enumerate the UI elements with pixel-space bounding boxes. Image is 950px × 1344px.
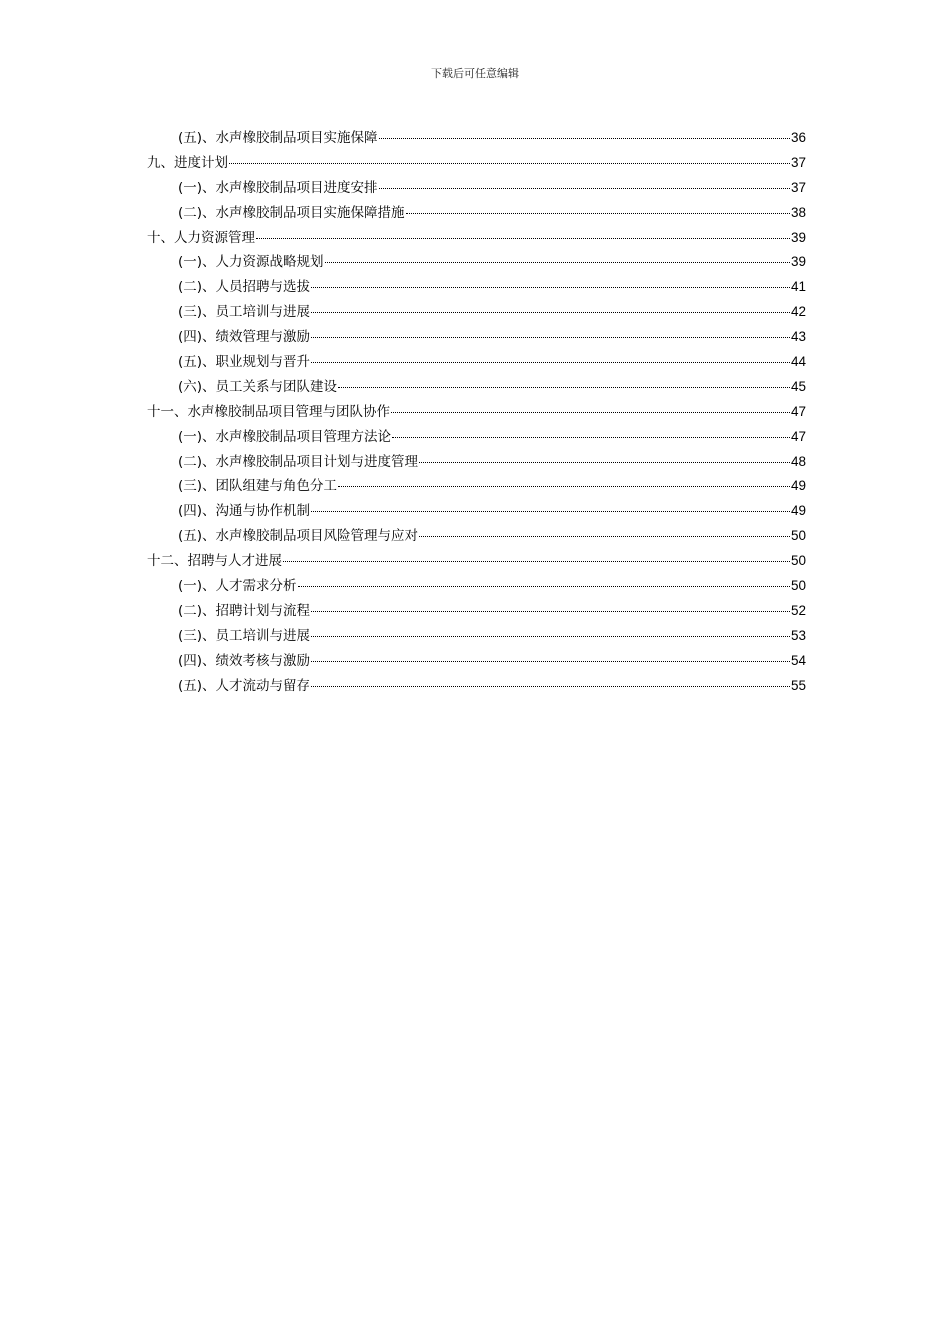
toc-entry-title: (五)、水声橡胶制品项目风险管理与应对: [178, 528, 419, 545]
toc-entry-page-number: 41: [790, 279, 806, 295]
toc-entry-title: (五)、人才流动与留存: [178, 677, 311, 694]
toc-dot-leader: [311, 337, 790, 338]
toc-entry-title: (二)、招聘计划与流程: [178, 602, 311, 619]
toc-dot-leader: [311, 312, 790, 313]
toc-dot-leader: [311, 362, 790, 363]
toc-entry[interactable]: [147, 524, 806, 549]
toc-entry-page-number: 52: [790, 602, 806, 618]
toc-entry-page-number: 45: [790, 378, 806, 394]
toc-entry[interactable]: [147, 226, 806, 251]
toc-entry[interactable]: [147, 176, 806, 201]
toc-entry-title: (三)、员工培训与进展: [178, 304, 311, 321]
toc-entry-page-number: 49: [790, 478, 806, 494]
toc-entry[interactable]: [147, 350, 806, 375]
toc-dot-leader: [338, 486, 790, 487]
toc-entry-title: 十、人力资源管理: [147, 229, 255, 246]
toc-entry-title: (五)、水声橡胶制品项目实施保障: [178, 130, 378, 146]
toc-entry-page-number: 50: [790, 553, 806, 569]
toc-entry-page-number: 47: [790, 428, 806, 444]
toc-entry[interactable]: [147, 126, 806, 151]
toc-dot-leader: [283, 561, 790, 562]
toc-dot-leader: [229, 163, 790, 164]
toc-entry-page-number: 48: [790, 453, 806, 469]
toc-dot-leader: [311, 661, 790, 662]
toc-entry-title: (二)、人员招聘与选拔: [178, 279, 311, 296]
toc-entry[interactable]: [147, 474, 806, 499]
toc-entry-page-number: 37: [790, 154, 806, 170]
toc-entry-title: 十一、水声橡胶制品项目管理与团队协作: [147, 403, 390, 420]
toc-entry-title: (三)、员工培训与进展: [178, 627, 311, 644]
toc-entry-page-number: 50: [790, 528, 806, 544]
toc-entry-page-number: 49: [790, 503, 806, 519]
toc-entry-title: (四)、绩效考核与激励: [178, 652, 311, 669]
toc-entry-title: (二)、水声橡胶制品项目计划与进度管理: [178, 453, 419, 470]
toc-dot-leader: [419, 462, 790, 463]
toc-entry[interactable]: [147, 300, 806, 325]
toc-dot-leader: [256, 238, 790, 239]
toc-dot-leader: [419, 536, 790, 537]
toc-entry[interactable]: [147, 201, 806, 226]
toc-entry-title: (一)、水声橡胶制品项目进度安排: [178, 179, 378, 196]
toc-entry-title: (五)、职业规划与晋升: [178, 354, 311, 371]
toc-dot-leader: [311, 511, 790, 512]
toc-entry[interactable]: [147, 499, 806, 524]
toc-dot-leader: [379, 188, 790, 189]
toc-entry-page-number: 36: [790, 130, 806, 145]
toc-entry[interactable]: [147, 325, 806, 350]
toc-entry-title: (六)、员工关系与团队建设: [178, 378, 338, 395]
toc-entry[interactable]: [147, 624, 806, 649]
toc-entry[interactable]: [147, 400, 806, 425]
toc-entry[interactable]: [147, 674, 806, 699]
page-header: 下载后可任意编辑: [431, 67, 519, 80]
toc-entry-title: (三)、团队组建与角色分工: [178, 478, 338, 495]
toc-entry[interactable]: [147, 375, 806, 400]
toc-entry-title: 十二、招聘与人才进展: [147, 553, 282, 570]
toc-entry-page-number: 50: [790, 578, 806, 594]
toc-dot-leader: [311, 287, 790, 288]
toc-dot-leader: [338, 387, 790, 388]
toc-entry-page-number: 39: [790, 254, 806, 270]
toc-entry-page-number: 55: [790, 677, 806, 693]
toc-entry[interactable]: [147, 275, 806, 300]
toc-dot-leader: [311, 686, 790, 687]
toc-entry-page-number: 39: [790, 229, 806, 245]
toc-entry[interactable]: [147, 599, 806, 624]
toc-entry-title: (一)、人力资源战略规划: [178, 254, 324, 271]
table-of-contents: [147, 126, 806, 698]
toc-entry[interactable]: [147, 549, 806, 574]
toc-entry-page-number: 37: [790, 179, 806, 195]
toc-entry-page-number: 43: [790, 329, 806, 345]
toc-entry-page-number: 42: [790, 304, 806, 320]
toc-entry-title: (二)、水声橡胶制品项目实施保障措施: [178, 204, 405, 221]
toc-entry-title: (四)、绩效管理与激励: [178, 329, 311, 346]
toc-entry[interactable]: [147, 574, 806, 599]
toc-entry-page-number: 44: [790, 354, 806, 370]
toc-dot-leader: [298, 586, 790, 587]
toc-dot-leader: [311, 611, 790, 612]
toc-entry-page-number: 54: [790, 652, 806, 668]
toc-entry-title: (一)、人才需求分析: [178, 578, 297, 595]
toc-entry-page-number: 38: [790, 204, 806, 220]
toc-entry[interactable]: [147, 151, 806, 176]
toc-entry-title: 九、进度计划: [147, 154, 228, 171]
toc-entry-title: (一)、水声橡胶制品项目管理方法论: [178, 428, 392, 445]
toc-entry[interactable]: [147, 425, 806, 450]
toc-entry[interactable]: [147, 450, 806, 475]
toc-entry-title: (四)、沟通与协作机制: [178, 503, 311, 520]
toc-entry[interactable]: [147, 250, 806, 275]
toc-dot-leader: [379, 138, 790, 139]
toc-entry-page-number: 53: [790, 627, 806, 643]
toc-entry[interactable]: [147, 649, 806, 674]
toc-dot-leader: [391, 412, 790, 413]
toc-dot-leader: [392, 437, 790, 438]
toc-dot-leader: [311, 636, 790, 637]
toc-dot-leader: [406, 213, 790, 214]
toc-dot-leader: [325, 262, 790, 263]
toc-entry-page-number: 47: [790, 403, 806, 419]
